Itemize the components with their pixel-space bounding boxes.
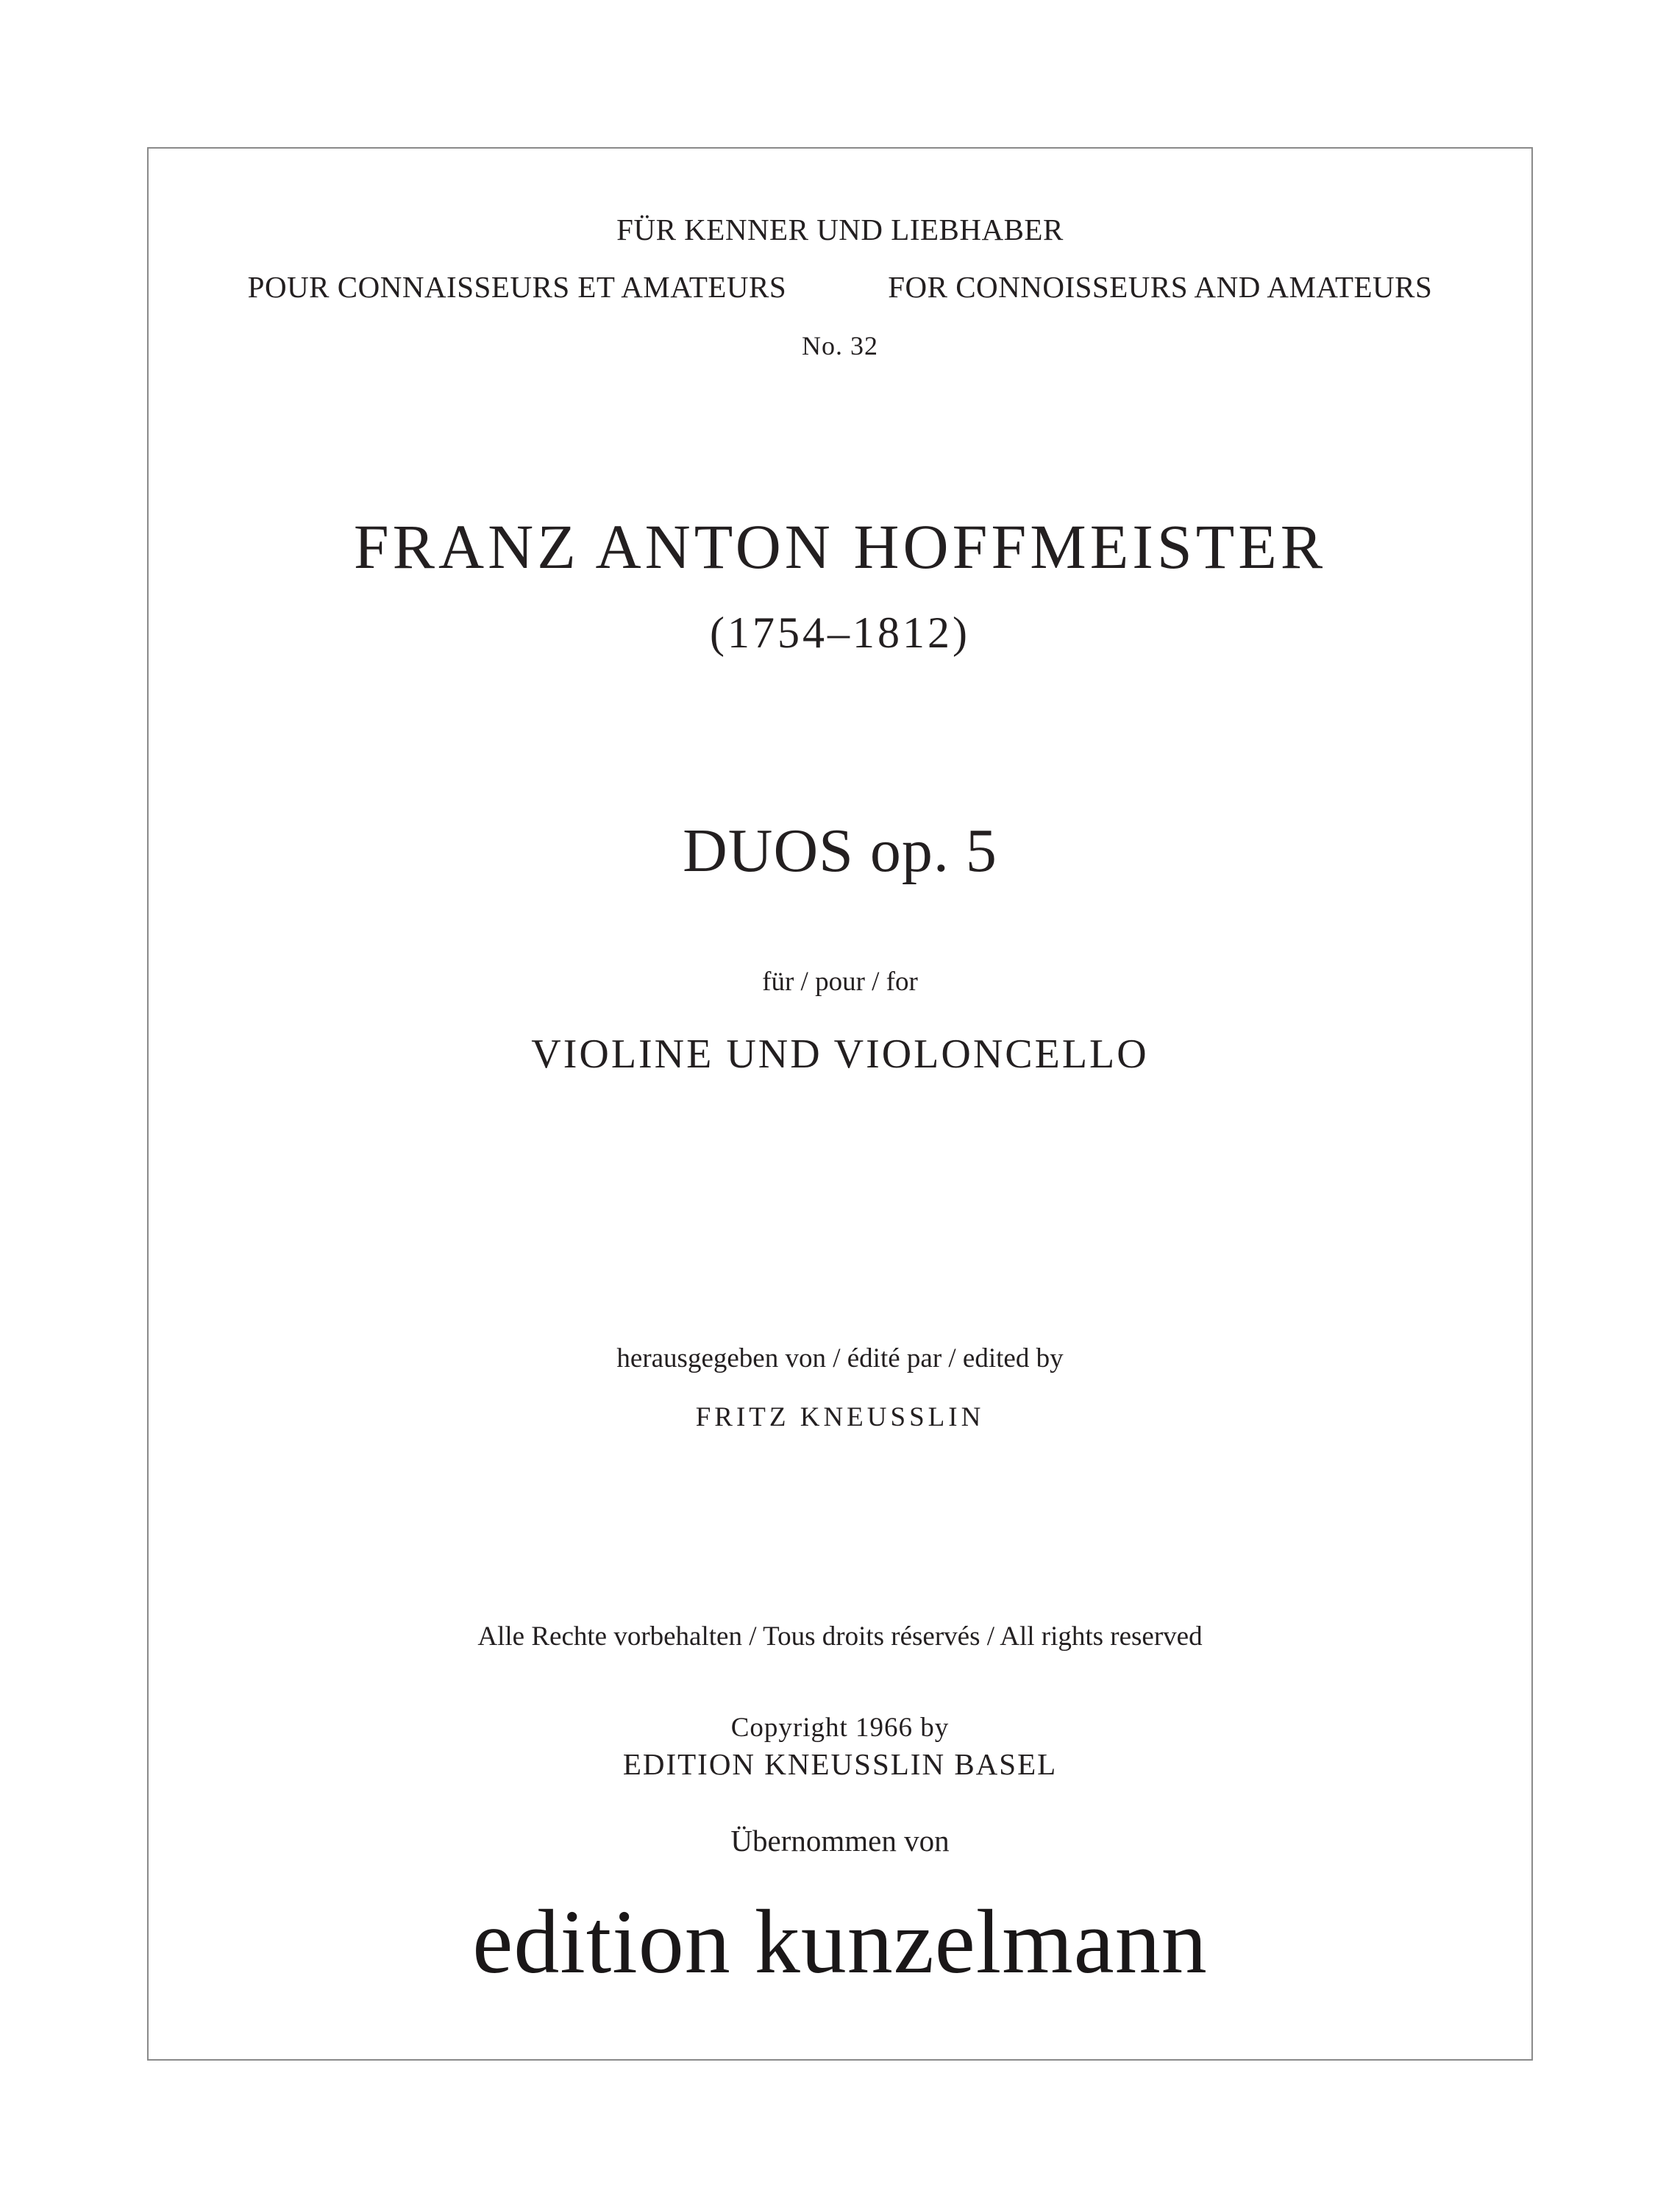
series-title-row <box>147 272 1533 302</box>
work-title: DUOS op. 5 <box>683 817 997 885</box>
taken-over-label: Übernommen von <box>730 1824 950 1858</box>
copyright-line: Copyright 1966 by <box>730 1713 950 1743</box>
instrumentation: VIOLINE UND VIOLONCELLO <box>531 1031 1149 1077</box>
editor-name: FRITZ KNEUSSLIN <box>695 1402 985 1432</box>
series-number: No. 32 <box>802 331 878 360</box>
rights-notice: Alle Rechte vorbehalten / Tous droits réservés / All rights reserved <box>477 1621 1203 1652</box>
series-title-english: FOR CONNOISSEURS AND AMATEURS <box>888 270 1433 304</box>
series-title-german: FÜR KENNER UND LIEBHABER <box>616 213 1064 246</box>
for-label: für / pour / for <box>762 967 918 997</box>
composer-dates: (1754–1812) <box>710 608 970 657</box>
edited-by-label: herausgegeben von / édité par / edited by <box>616 1343 1064 1373</box>
series-title-french: POUR CONNAISSEURS ET AMATEURS <box>247 270 787 304</box>
original-publisher: EDITION KNEUSSLIN BASEL <box>622 1747 1058 1781</box>
publisher-logo: edition kunzelmann <box>472 1891 1208 1992</box>
composer-name: FRANZ ANTON HOFFMEISTER <box>353 511 1327 582</box>
